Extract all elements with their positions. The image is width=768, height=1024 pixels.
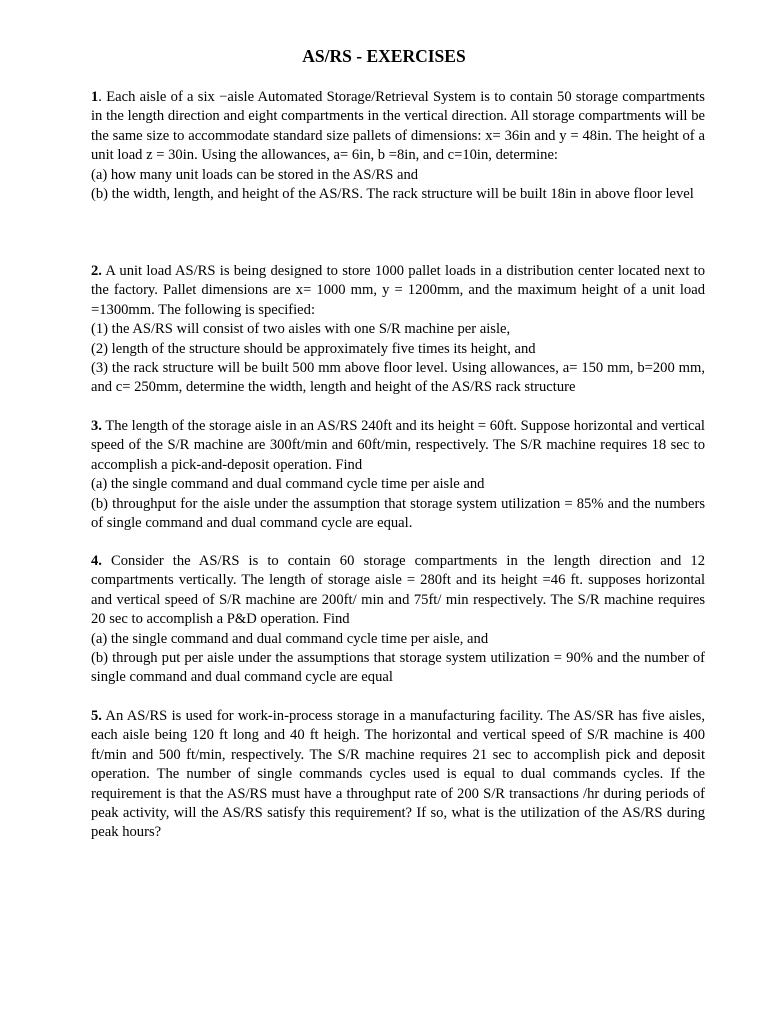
exercise-1-statement xyxy=(91,88,705,166)
exercise-4-item-a: (a) the single command and dual command cycle time per aisle, and xyxy=(91,630,489,647)
exercise-5-text: An AS/RS is used for work-in-process storage in a manufacturing facility. The AS/SR has five aisles, each aisle being 120 ft long and 40 ft heigh. The horizontal and vertical speed of S/R machine is 400 ft/min and 500 ft/min, respectively. The S/R machine requires 21 sec to accomplish pick and deposit operation. The number of single commands cycles used is equal to dual commands cycles. If the requirement is that the AS/RS must have a throughput rate of 200 S/R transactions /hr during periods of peak activity, will the AS/RS satisfy this requirement? If so, what is the utilization of the AS/RS during peak hours? xyxy=(91,708,705,841)
exercise-2 xyxy=(91,262,705,398)
exercise-3-item-a: (a) the single command and dual command cycle time per aisle and xyxy=(91,476,485,493)
exercise-1-text: Each aisle of a six −aisle Automated Storage/Retrieval System is to contain 50 storage compartments in the length direction and eight compartments in the vertical direction. All storage compartments will be the same size to accommodate standard size pallets of dimensions: x= 36in and y = 48in. The height of a unit load z = 30in. Using the allowances, a= 6in, b =8in, and c=10in, determine: xyxy=(91,89,705,164)
exercise-2-text: A unit load AS/RS is being designed to store 1000 pallet loads in a distribution center located next to the factory. Pallet dimensions are x= 1000 mm, y = 1200mm, and the maximum height of a unit load =1300mm. The following is specified: xyxy=(91,263,705,318)
exercise-2-item-3: (3) the rack structure will be built 500 mm above floor level. Using allowances, a= 150 mm, b=200 mm, and c= 250mm, determine the width, length and height of the AS/RS rack structure xyxy=(91,360,705,396)
exercise-3-number: 3. xyxy=(91,418,102,434)
exercise-3-text: The length of the storage aisle in an AS/RS 240ft and its height = 60ft. Suppose horizontal and vertical speed of the S/R machine are 300ft/min and 60ft/min, respectively. The S/R machine requires 18 sec to accomplish a pick-and-deposit operation. Find xyxy=(91,418,705,473)
exercise-4-statement xyxy=(91,552,705,630)
exercise-1 xyxy=(91,88,705,204)
exercise-4-number: 4. xyxy=(91,553,102,569)
exercise-1-separator: . xyxy=(98,89,102,105)
exercise-3 xyxy=(91,417,705,533)
exercise-1-item-a: (a) how many unit loads can be stored in the AS/RS and xyxy=(91,166,419,183)
exercise-2-number: 2. xyxy=(91,263,102,279)
exercise-4-item-b: (b) through put per aisle under the assumptions that storage system utilization = 90% and the number of single command and dual command cycle are equal xyxy=(91,650,705,686)
exercise-4 xyxy=(91,552,705,688)
exercise-2-item-1: (1) the AS/RS will consist of two aisles with one S/R machine per aisle, xyxy=(91,321,511,338)
exercise-5 xyxy=(91,707,705,843)
page-title: AS/RS - EXERCISES xyxy=(302,46,466,66)
exercise-1-number: 1 xyxy=(91,89,99,105)
exercise-3-statement xyxy=(91,417,705,475)
exercise-1-item-b: (b) the width, length, and height of the AS/RS. The rack structure will be built 18in in above floor level xyxy=(91,186,694,203)
exercise-5-number: 5. xyxy=(91,708,102,724)
exercise-4-text: Consider the AS/RS is to contain 60 storage compartments in the length direction and 12 compartments vertically. The length of storage aisle = 280ft and its height =46 ft. supposes horizontal and vertical speed of S/R machine are 200ft/ min and 75ft/ min respectively. The S/R machine requires 20 sec to accomplish a P&D operation. Find xyxy=(91,553,705,628)
exercise-2-item-2: (2) length of the structure should be approximately five times its height, and xyxy=(91,340,536,357)
exercise-5-statement xyxy=(91,707,705,843)
exercise-2-statement xyxy=(91,262,705,320)
exercise-3-item-b: (b) throughput for the aisle under the assumption that storage system utilization = 85% and the numbers of single command and dual command cycle are equal. xyxy=(91,495,705,532)
